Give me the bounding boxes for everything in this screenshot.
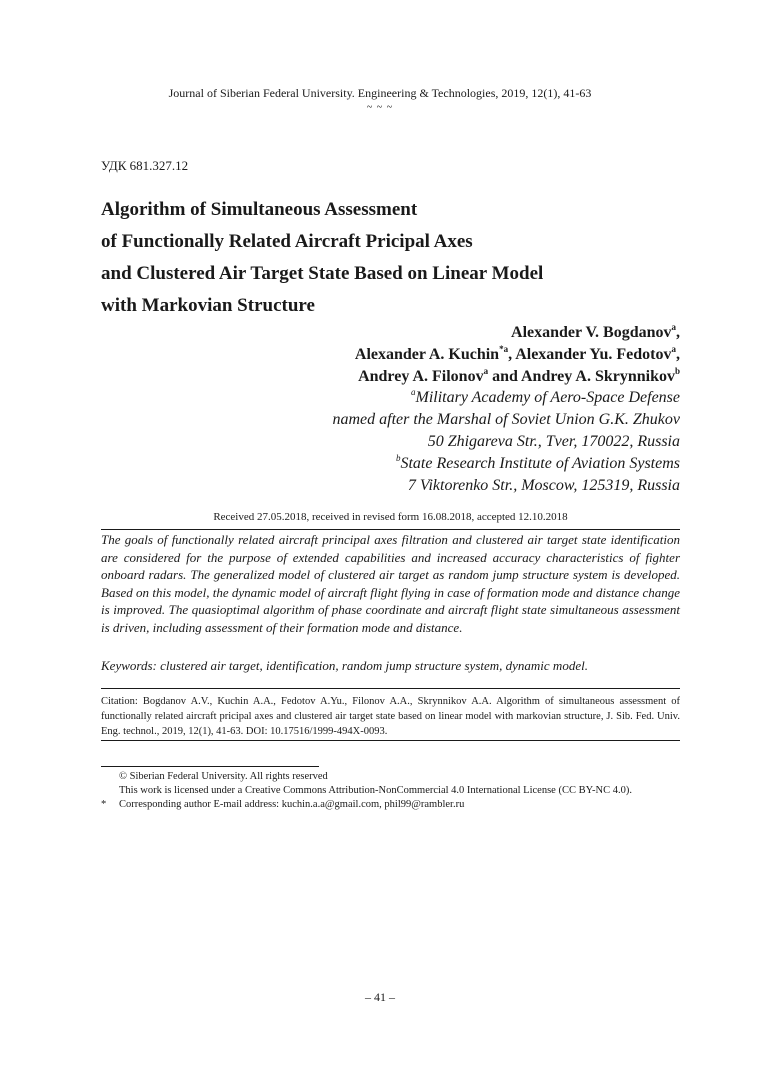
affiliation-line [332, 453, 680, 475]
affiliation-line: 50 Zhigareva Str., Tver, 170022, Russia [427, 433, 680, 450]
title-line: and Clustered Air Target State Based on Linear Model [101, 263, 544, 284]
author-line [355, 322, 680, 344]
page-number: – 41 – [365, 990, 395, 1004]
title-line: of Functionally Related Aircraft Pricipal Axes [101, 231, 473, 252]
author-list [355, 322, 680, 388]
footnote-license: This work is licensed under a Creative Commons Attribution-NonCommercial 4.0 International License (CC BY-NC 4.0). [119, 785, 632, 796]
header-ornament: ~ ~ ~ [366, 102, 394, 113]
author-affil-mark: a [671, 343, 676, 354]
author-affil-mark: a [483, 365, 489, 376]
footnote-asterisk: * [101, 799, 107, 810]
udk-code: УДК 681.327.12 [101, 158, 189, 173]
divider [101, 740, 680, 741]
author-conjunction: and [492, 368, 518, 385]
author-affil-mark: a [671, 321, 676, 332]
divider [101, 529, 680, 530]
affiliation-line [332, 387, 680, 409]
keywords: Keywords: clustered air target, identification, random jump structure system, dynamic model. [101, 658, 588, 673]
citation: Citation: Bogdanov A.V., Kuchin A.A., Fedotov A.Yu., Filonov A.A., Skrynnikov A.A. Algorithm of simultaneous assessment of functionally related aircraft pricipal axes and clustered air target state based on linear model with markovian structure, J. Sib. Fed. Univ. Eng. technol., 2019, 12(1), 41-63. DOI: 10.17516/1999-494X-0093. [101, 696, 680, 737]
author-name: Alexander V. Bogdanov [511, 324, 672, 341]
footnotes [101, 770, 680, 812]
affil-mark: a [410, 386, 416, 397]
affiliation-line: 7 Viktorenko Str., Moscow, 125319, Russia [407, 477, 680, 494]
author-affil-mark: b [674, 365, 680, 376]
footnote-copyright: © Siberian Federal University. All rights reserved [119, 771, 328, 782]
paper-title [101, 194, 691, 322]
author-separator: , [508, 346, 513, 363]
author-name: Andrey A. Filonov [358, 368, 484, 385]
author-name: Alexander Yu. Fedotov [515, 346, 672, 363]
divider [101, 688, 680, 689]
affil-mark: b [395, 452, 401, 463]
footnote-corresponding [101, 798, 680, 812]
affiliation-line: named after the Marshal of Soviet Union G.K. Zhukov [332, 411, 680, 428]
author-name: Alexander A. Kuchin [354, 346, 500, 363]
author-separator: , [676, 346, 680, 363]
footnote-divider [101, 766, 319, 767]
journal-header: Journal of Siberian Federal University. Engineering & Technologies, 2019, 12(1), 41-63 [168, 86, 592, 100]
author-line [355, 344, 680, 366]
title-line: Algorithm of Simultaneous Assessment [101, 199, 418, 220]
author-separator: , [676, 324, 680, 341]
affiliation-list [332, 387, 680, 497]
author-affil-mark: *a [499, 343, 509, 354]
received-dates: Received 27.05.2018, received in revised form 16.08.2018, accepted 12.10.2018 [213, 511, 568, 523]
author-name: Andrey A. Skrynnikov [521, 368, 675, 385]
title-line: with Markovian Structure [101, 295, 315, 316]
footnote-text: Corresponding author E-mail address: kuchin.a.a@gmail.com, phil99@rambler.ru [119, 799, 465, 810]
affiliation-text: State Research Institute of Aviation Systems [400, 455, 680, 472]
abstract: The goals of functionally related aircraft principal axes filtration and clustered air target state identification are considered for the purpose of extended capabilities and increased accuracy characteristics of fighter onboard radars. The generalized model of clustered air target as random jump structure system is developed. Based on this model, the dynamic model of aircraft flight flying in case of formation mode and distance change is improved. The quasioptimal algorithm of phase coordinate and aircraft flight state simultaneous assessment is driven, including assessment of their formation mode and distance. [101, 532, 680, 635]
affiliation-text: Military Academy of Aero-Space Defense [415, 389, 680, 406]
author-line [355, 366, 680, 388]
